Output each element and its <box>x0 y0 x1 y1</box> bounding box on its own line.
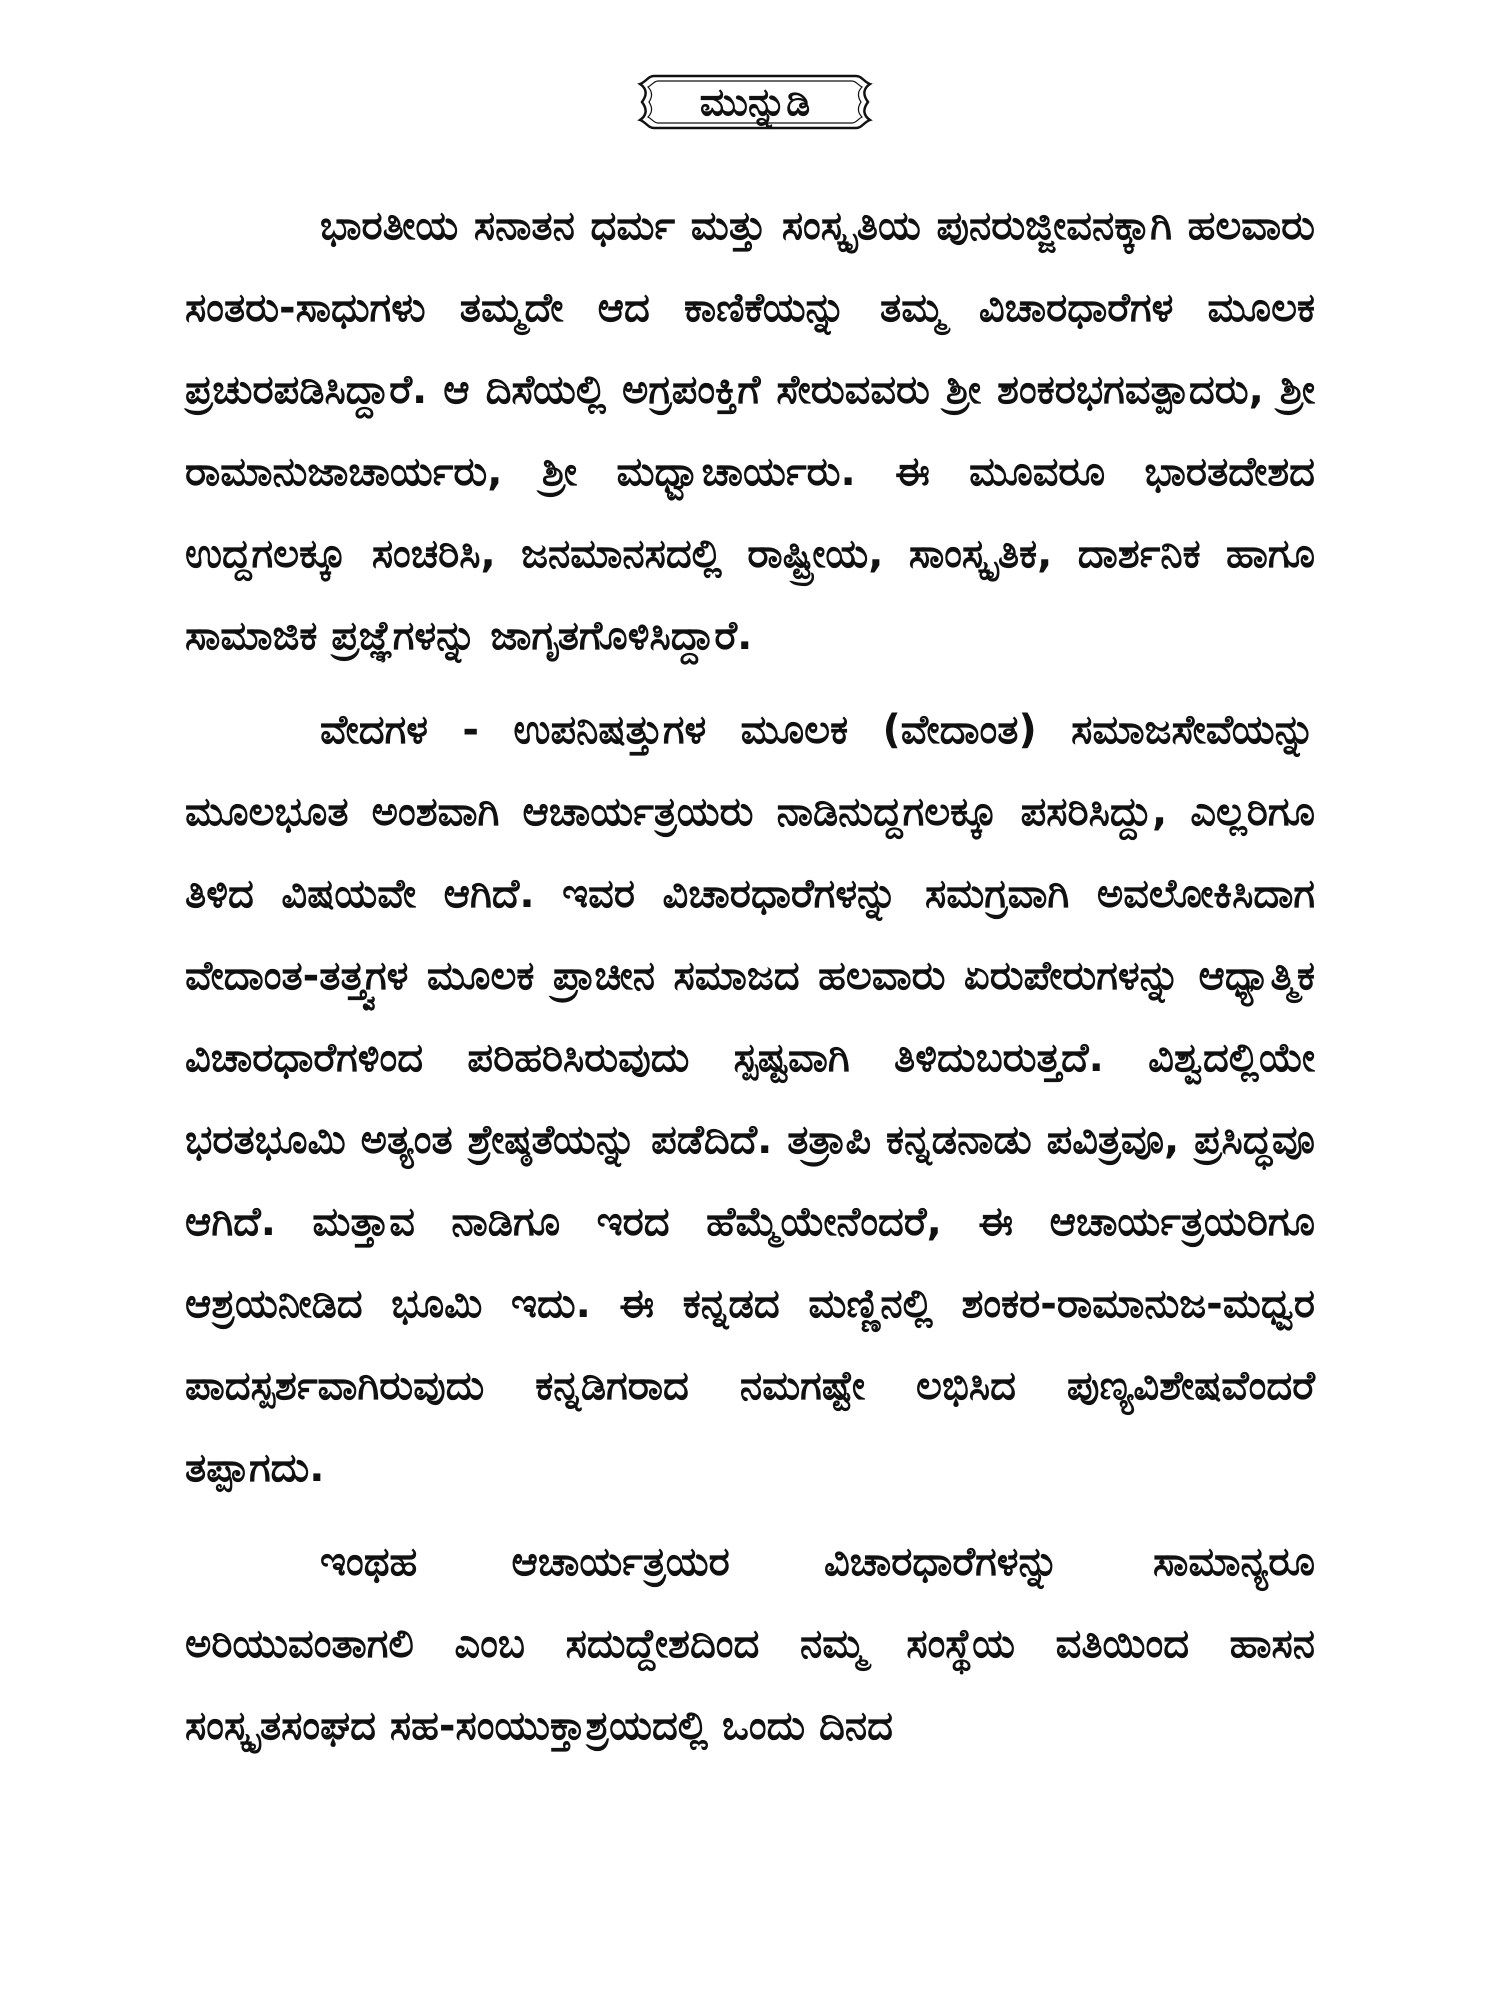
paragraph-text: ಭಾರತೀಯ ಸನಾತನ ಧರ್ಮ ಮತ್ತು ಸಂಸ್ಕೃತಿಯ ಪುನರುಜ್ಜೀವನಕ್ಕಾಗಿ ಹಲವಾರು ಸಂತರು-ಸಾಧುಗಳು ತಮ್ಮದೇ ಆದ ಕಾಣಿಕೆಯನ್ನು ತಮ್ಮ ವಿಚಾರಧಾರೆಗಳ ಮೂಲಕ ಪ್ರಚುರಪಡಿಸಿದ್ದಾರೆ. ಆ ದಿಸೆಯಲ್ಲಿ ಅಗ್ರಪಂಕ್ತಿಗೆ ಸೇರುವವರು ಶ್ರೀ ಶಂಕರಭಗವತ್ಪಾದರು, ಶ್ರೀ ರಾಮಾನುಜಾಚಾರ್ಯರು, ಶ್ರೀ ಮಧ್ವಾಚಾರ್ಯರು. ಈ ಮೂವರೂ ಭಾರತದೇಶದ ಉದ್ದಗಲಕ್ಕೂ ಸಂಚರಿಸಿ, ಜನಮಾನಸದಲ್ಲಿ ರಾಷ್ಟ್ರೀಯ, ಸಾಂಸ್ಕೃತಿಕ, ದಾರ್ಶನಿಕ ಹಾಗೂ ಸಾಮಾಜಿಕ ಪ್ರಜ್ಞೆಗಳನ್ನು ಜಾಗೃತಗೊಳಿಸಿದ್ದಾರೆ. <box>185 203 1315 659</box>
page-title: ಮುನ್ನುಡಿ <box>699 79 811 124</box>
title-cartouche <box>632 70 878 134</box>
body-text <box>185 185 1315 1767</box>
paragraph <box>185 1521 1315 1767</box>
paragraph <box>185 185 1315 677</box>
paragraph-text: ಇಂಥಹ ಆಚಾರ್ಯತ್ರಯರ ವಿಚಾರಧಾರೆಗಳನ್ನು ಸಾಮಾನ್ಯರೂ ಅರಿಯುವಂತಾಗಲಿ ಎಂಬ ಸದುದ್ದೇಶದಿಂದ ನಮ್ಮ ಸಂಸ್ಥೆಯ ವತಿಯಿಂದ ಹಾಸನ ಸಂಸ್ಕೃತಸಂಘದ ಸಹ-ಸಂಯುಕ್ತಾಶ್ರಯದಲ್ಲಿ ಒಂದು ದಿನದ <box>185 1539 1315 1749</box>
paragraph-text: ವೇದಗಳ - ಉಪನಿಷತ್ತುಗಳ ಮೂಲಕ (ವೇದಾಂತ) ಸಮಾಜಸೇವೆಯನ್ನು ಮೂಲಭೂತ ಅಂಶವಾಗಿ ಆಚಾರ್ಯತ್ರಯರು ನಾಡಿನುದ್ದಗಲಕ್ಕೂ ಪಸರಿಸಿದ್ದು, ಎಲ್ಲರಿಗೂ ತಿಳಿದ ವಿಷಯವೇ ಆಗಿದೆ. ಇವರ ವಿಚಾರಧಾರೆಗಳನ್ನು ಸಮಗ್ರವಾಗಿ ಅವಲೋಕಿಸಿದಾಗ ವೇದಾಂತ-ತತ್ತ್ವಗಳ ಮೂಲಕ ಪ್ರಾಚೀನ ಸಮಾಜದ ಹಲವಾರು ಏರುಪೇರುಗಳನ್ನು ಆಧ್ಯಾತ್ಮಿಕ ವಿಚಾರಧಾರೆಗಳಿಂದ ಪರಿಹರಿಸಿರುವುದು ಸ್ಪಷ್ಟವಾಗಿ ತಿಳಿದುಬರುತ್ತದೆ. ವಿಶ್ವದಲ್ಲಿಯೇ ಭರತಭೂಮಿ ಅತ್ಯಂತ ಶ್ರೇಷ್ಠತೆಯನ್ನು ಪಡೆದಿದೆ. ತತ್ರಾಪಿ ಕನ್ನಡನಾಡು ಪವಿತ್ರವೂ, ಪ್ರಸಿದ್ಧವೂ ಆಗಿದೆ. ಮತ್ತಾವ ನಾಡಿಗೂ ಇರದ ಹೆಮ್ಮೆಯೇನೆಂದರೆ, ಈ ಆಚಾರ್ಯತ್ರಯರಿಗೂ ಆಶ್ರಯನೀಡಿದ ಭೂಮಿ ಇದು. ಈ ಕನ್ನಡದ ಮಣ್ಣಿನಲ್ಲಿ ಶಂಕರ-ರಾಮಾನುಜ-ಮಧ್ವರ ಪಾದಸ್ಪರ್ಶವಾಗಿರುವುದು ಕನ್ನಡಿಗರಾದ ನಮಗಷ್ಟೇ ಲಭಿಸಿದ ಪುಣ್ಯವಿಶೇಷವೆಂದರೆ ತಪ್ಪಾಗದು. <box>185 707 1315 1491</box>
paragraph <box>185 689 1315 1509</box>
